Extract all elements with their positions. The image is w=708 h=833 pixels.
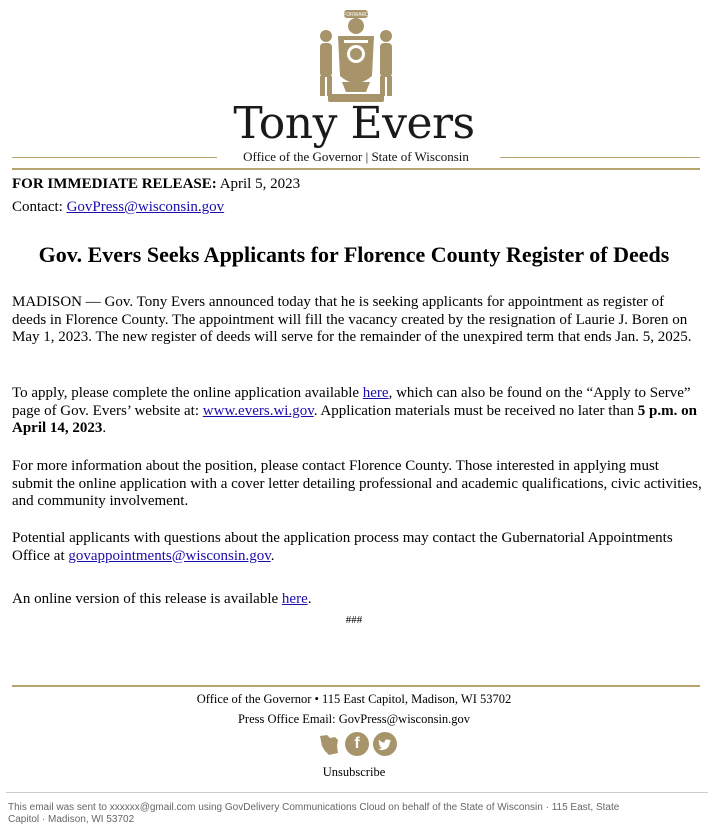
footer-rule bbox=[12, 685, 700, 687]
release-date: April 5, 2023 bbox=[219, 176, 301, 192]
end-mark: ### bbox=[345, 614, 363, 626]
release-line bbox=[12, 176, 702, 194]
wisconsin-icon[interactable] bbox=[317, 734, 341, 756]
paragraph-3: For more information about the position, please contact Florence County. Those interested in applying must submit the online application with a cover letter detailing professional and academic qualifications, civic activities, and community involvement. bbox=[12, 458, 702, 509]
office-subtitle bbox=[12, 148, 700, 166]
p2-text-c: . Application materials must be received no later than bbox=[313, 402, 638, 419]
headline: Gov. Evers Seeks Applicants for Florence County Register of Deeds bbox=[38, 242, 670, 267]
p2-text-b: , which can also be found on the “Apply to Serve” page of Gov. Evers’ website at: bbox=[12, 385, 691, 419]
contact-label: Contact: bbox=[12, 199, 63, 215]
contact-line bbox=[12, 199, 702, 217]
p4-text-a: Potential applicants with questions about the application process may contact the Gubernatorial Appointments Office at bbox=[12, 530, 673, 564]
office-separator: | bbox=[365, 149, 369, 164]
footer-address: Office of the Governor • 115 East Capitol, Madison, WI 53702 bbox=[196, 692, 512, 706]
evers-website-link[interactable]: www.evers.wi.gov bbox=[202, 402, 314, 419]
p2-text-a: To apply, please complete the online application available bbox=[12, 385, 363, 401]
p5-text-a: An online version of this release is available bbox=[12, 591, 282, 607]
p5-text-b: . bbox=[307, 591, 312, 607]
header-rule bbox=[12, 168, 700, 170]
p4-text-b: . bbox=[270, 547, 275, 564]
paragraph-1: MADISON — Gov. Tony Evers announced today that he is seeking applicants for appointment as register of deeds in Florence County. The appointment will fill the vacancy created by the resignation of Laurie J. Boren on May 1, 2023. The new register of deeds will serve for the remainder of the unexpired term that ends Jan. 5, 2025. bbox=[12, 294, 692, 345]
state-label: State of Wisconsin bbox=[371, 149, 469, 164]
contact-email-link[interactable]: GovPress@wisconsin.gov bbox=[66, 199, 225, 215]
disclaimer-rule bbox=[6, 792, 708, 793]
p2-text-d: . bbox=[102, 420, 107, 436]
facebook-icon[interactable]: f bbox=[345, 732, 369, 756]
governor-name: Tony Evers bbox=[233, 98, 475, 149]
apply-here-link[interactable]: here bbox=[362, 385, 389, 401]
seal-banner-text: FORWARD bbox=[343, 12, 369, 18]
paragraph-5 bbox=[12, 591, 702, 609]
online-version-link[interactable]: here bbox=[281, 591, 308, 607]
twitter-icon[interactable] bbox=[373, 732, 397, 756]
wisconsin-state-seal bbox=[308, 6, 404, 106]
email-disclaimer: This email was sent to xxxxxx@gmail.com using GovDelivery Communications Cloud on behalf of the State of Wisconsin · 115 East, State Capitol · Madison, WI 53702 bbox=[8, 802, 620, 825]
social-icons bbox=[317, 732, 397, 758]
office-label: Office of the Governor bbox=[243, 149, 363, 164]
footer-press-email: Press Office Email: GovPress@wisconsin.gov bbox=[237, 712, 471, 726]
paragraph-2 bbox=[12, 385, 702, 438]
deadline-text: 5 p.m. on April 14, 2023 bbox=[12, 402, 697, 436]
paragraph-4 bbox=[12, 530, 702, 565]
release-label: FOR IMMEDIATE RELEASE: bbox=[12, 176, 217, 192]
unsubscribe-link[interactable]: Unsubscribe bbox=[322, 765, 386, 779]
appointments-email-link[interactable]: govappointments@wisconsin.gov bbox=[68, 547, 271, 564]
